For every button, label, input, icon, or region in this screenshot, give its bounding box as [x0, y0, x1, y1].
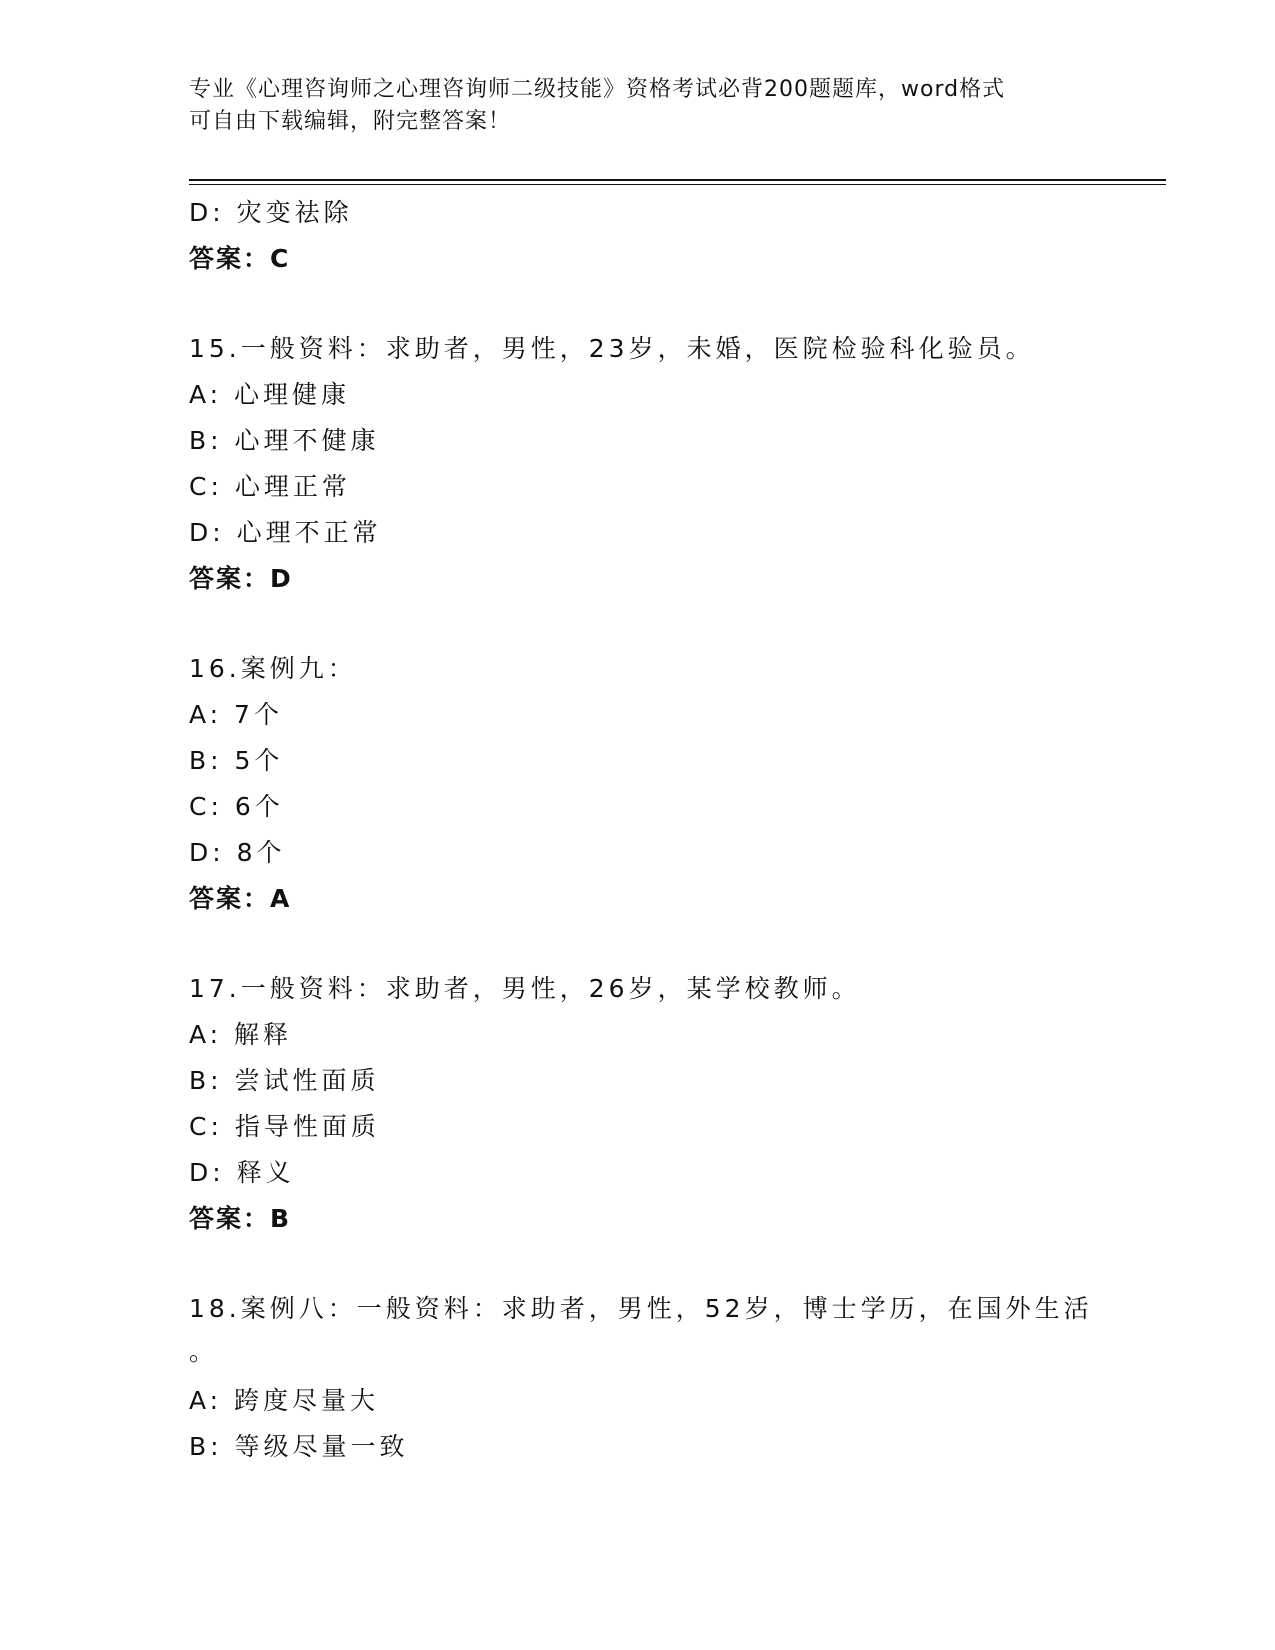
question-text: 15.一般资料：求助者，男性，23岁，未婚，医院检验科化验员。 — [189, 334, 1035, 363]
question-content — [189, 190, 1149, 1470]
question-text: 16.案例九： — [189, 654, 357, 683]
spacer — [189, 1242, 1149, 1286]
option-d: D: 8个 — [189, 838, 286, 867]
option-b: B: 5个 — [189, 746, 284, 775]
question-block-17 — [189, 966, 1149, 1242]
option-c: C: 心理正常 — [189, 472, 351, 501]
question-block-16 — [189, 646, 1149, 922]
spacer — [189, 922, 1149, 966]
option-b: B: 等级尽量一致 — [189, 1432, 409, 1461]
question-block-18 — [189, 1286, 1149, 1470]
header-divider-thick — [189, 179, 1166, 181]
spacer — [189, 282, 1149, 326]
option-b: B: 尝试性面质 — [189, 1066, 380, 1095]
header-title-line-1: 专业《心理咨询师之心理咨询师二级技能》资格考试必背200题题库，word格式 — [189, 77, 1006, 102]
option-a: A: 解释 — [189, 1020, 293, 1049]
document-header — [189, 74, 1089, 138]
answer-line: 答案：A — [189, 884, 292, 913]
answer-line: 答案：B — [189, 1204, 292, 1233]
question-block-15 — [189, 326, 1149, 602]
option-a: A: 7个 — [189, 700, 283, 729]
question-text-continuation: 。 — [189, 1337, 215, 1366]
header-title-line-2: 可自由下载编辑，附完整答案！ — [189, 109, 512, 134]
option-a: A: 心理健康 — [189, 380, 351, 409]
option-c: C: 指导性面质 — [189, 1112, 380, 1141]
option-d: D: 心理不正常 — [189, 518, 382, 547]
option-d: D: 灾变祛除 — [189, 198, 353, 227]
question-text: 18.案例八：一般资料：求助者，男性，52岁，博士学历，在国外生活 — [189, 1294, 1093, 1323]
spacer — [189, 602, 1149, 646]
answer-line: 答案：D — [189, 564, 293, 593]
option-c: C: 6个 — [189, 792, 284, 821]
option-b: B: 心理不健康 — [189, 426, 380, 455]
header-divider-thin — [189, 184, 1166, 185]
answer-line: 答案：C — [189, 244, 291, 273]
option-a: A: 跨度尽量大 — [189, 1386, 380, 1415]
question-text: 17.一般资料：求助者，男性，26岁，某学校教师。 — [189, 974, 861, 1003]
option-d: D: 释义 — [189, 1158, 295, 1187]
